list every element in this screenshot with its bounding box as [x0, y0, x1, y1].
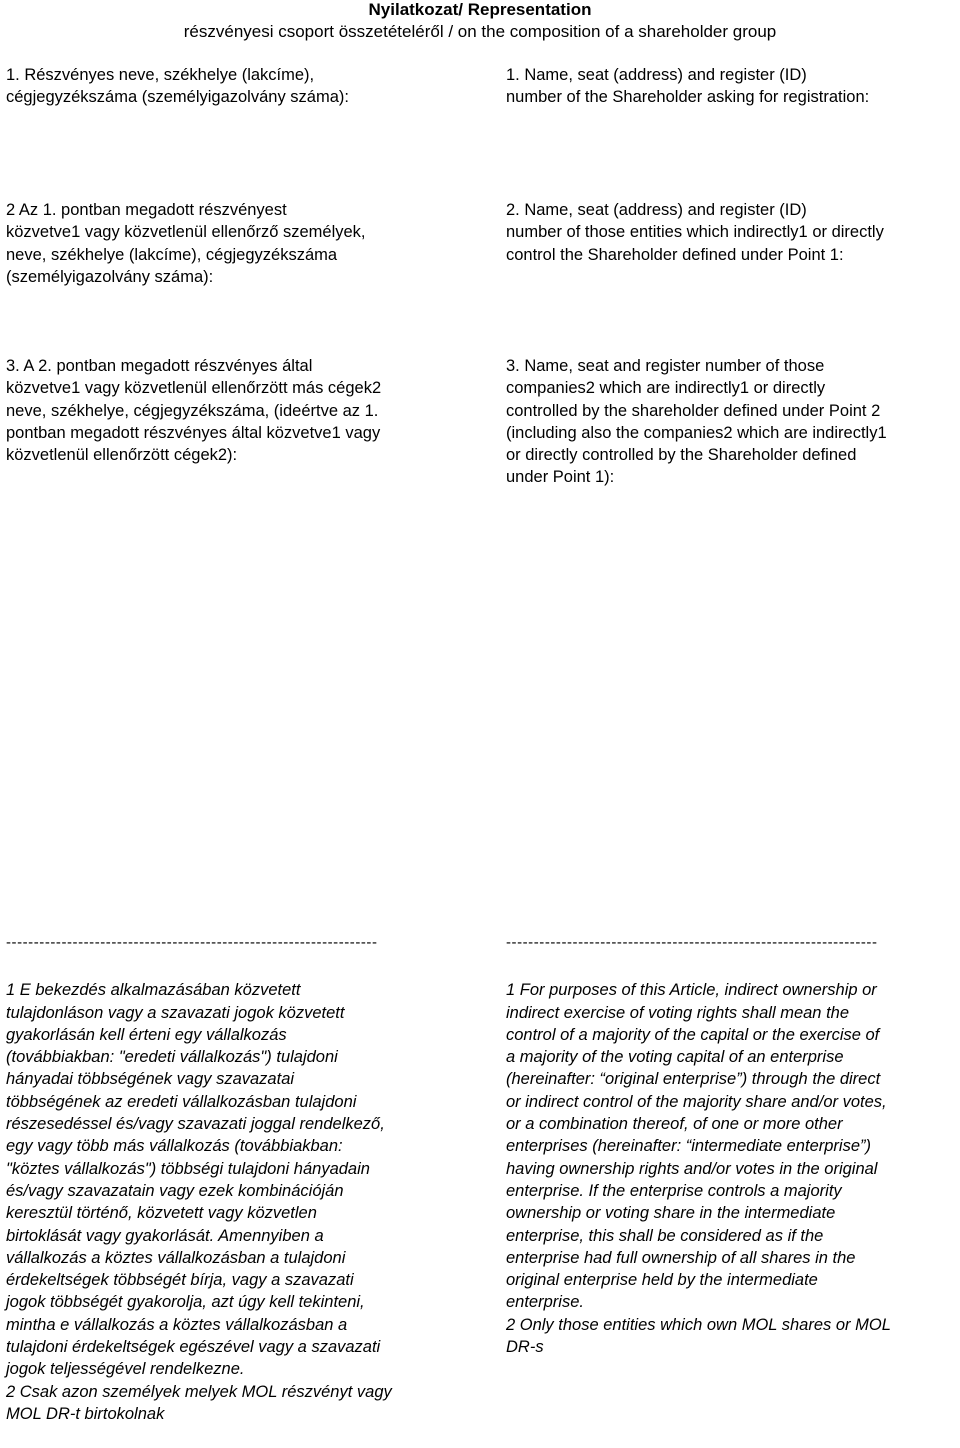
document-subtitle: részvényesi csoport összetételéről / on the composition of a shareholder group [183, 22, 777, 41]
section-3-hungarian: 3. A 2. pontban megadott részvényes által közvetve1 vagy közvetlenül ellenőrzött más cégek2 neve, székhelye, cégjegyzékszáma, (ideértve az 1. pontban megadott részvényes által közvetve1 vagy közvetlenül ellenőrzött cégek2): [6, 357, 382, 465]
section-1-hungarian: 1. Részvényes neve, székhelye (lakcíme), cégjegyzékszáma (személyigazolvány száma): [6, 66, 349, 107]
footnote-2-english: 2 Only those entities which own MOL shares or MOL DR-s [506, 1315, 891, 1357]
footnote-2-hungarian: 2 Csak azon személyek melyek MOL részvényt vagy MOL DR-t birtokolnak [6, 1382, 392, 1423]
footnotes-hungarian [6, 957, 466, 1448]
section-1-english: 1. Name, seat (address) and register (ID) number of the Shareholder asking for registration: [506, 66, 870, 107]
section-3-english: 3. Name, seat and register number of those companies2 which are indirectly1 or directly controlled by the shareholder defined under Point 2 (including also the companies2 which are indirectly1 or directly controlled by the Shareholder defined under Point 1): [506, 357, 887, 487]
footnote-1-english: 1 For purposes of this Article, indirect ownership or indirect exercise of voting rights shall mean the control of a majority of the capital or the exercise of a majority of the voting capital of an enterprise (hereinafter: “original enterprise”) through the direct or indirect control of the majority share and/or votes, or a combination thereof, of one or more other enterprises (hereinafter: “intermediate enterprise”) having ownership rights and/or votes in the original enterprise. If the enterprise controls a majority ownership or voting share in the intermediate enterprise, this shall be considered as if the enterprise had full ownership of all shares in the original enterprise held by the intermediate enterprise. [506, 981, 887, 1312]
document-header [0, 0, 960, 43]
document-title: Nyilatkozat/ Representation [368, 0, 592, 19]
footnote-1-hungarian: 1 E bekezdés alkalmazásában közvetett tulajdonláson vagy a szavazati jogok közvetett gyakorlásán kell érteni egy vállalkozás (továbbiakban: "eredeti vállalkozás") tulajdoni hányadai többségének vagy szavazatai többségének az eredeti vállalkozásban tulajdoni részesedéssel és/vagy szavazati joggal rendelkező, egy vagy több más vállalkozás (továbbiakban: "köztes vállalkozás") többségi tulajdoni hányadain és/vagy szavazatain vagy ezek kombinációján keresztül történő, közvetett vagy közvetlen birtoklását vagy gyakorlását. Amennyiben a vállalkozás a köztes vállalkozásban a tulajdoni érdekeltségek többségét bírja, vagy a szavazati jogok többségét gyakorolja, azt úgy kell tekinteni, mintha e vállalkozás a köztes vállalkozásban a tulajdoni érdekeltségek egészével vagy a szavazati jogok teljességével rendelkezne. [6, 981, 385, 1379]
footnote-separator-right: ------------------------------------------------------------------- [506, 934, 878, 951]
section-2-hungarian: 2 Az 1. pontban megadott részvényest közvetve1 vagy közvetlenül ellenőrző személyek, neve, székhelye (lakcíme), cégjegyzékszáma (személyigazolvány száma): [6, 201, 366, 286]
footnotes-english [506, 957, 958, 1381]
section-2-english: 2. Name, seat (address) and register (ID) number of those entities which indirectly1 or directly control the Shareholder defined under Point 1: [506, 201, 884, 264]
footnote-separator-left: ------------------------------------------------------------------- [6, 934, 378, 951]
